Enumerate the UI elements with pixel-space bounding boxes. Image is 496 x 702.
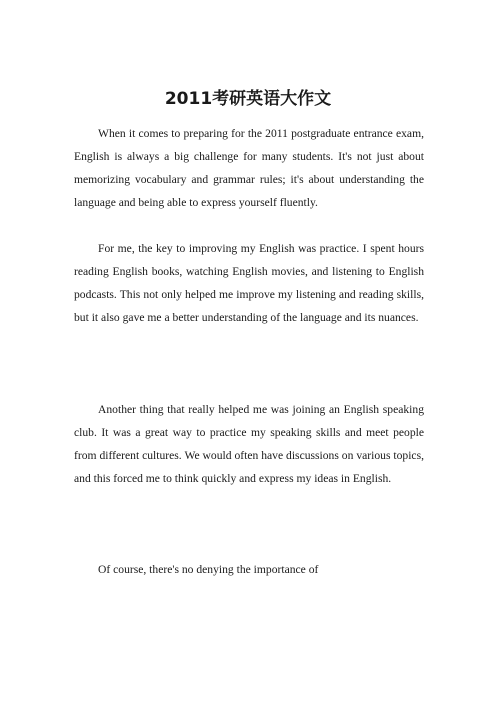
- paragraph-4: Of course, there's no denying the importance of: [98, 563, 319, 576]
- document-title: 2011考研英语大作文: [164, 89, 332, 109]
- paragraph-2: For me, the key to improving my English was practice. I spent hours reading English books, watching English movies, and listening to English podcasts. This not only helped me improve my listening and reading skills, but it also gave me a better understanding of the language and its nuances.: [74, 242, 424, 324]
- paragraph-3: Another thing that really helped me was joining an English speaking club. It was a great way to practice my speaking skills and meet people from different cultures. We would often have discussions on various topics, and this forced me to think quickly and express my ideas in English.: [74, 403, 424, 485]
- paragraph-1: When it comes to preparing for the 2011 postgraduate entrance exam, English is always a big challenge for many students. It's not just about memorizing vocabulary and grammar rules; it's about understanding the language and being able to express yourself fluently.: [74, 127, 424, 209]
